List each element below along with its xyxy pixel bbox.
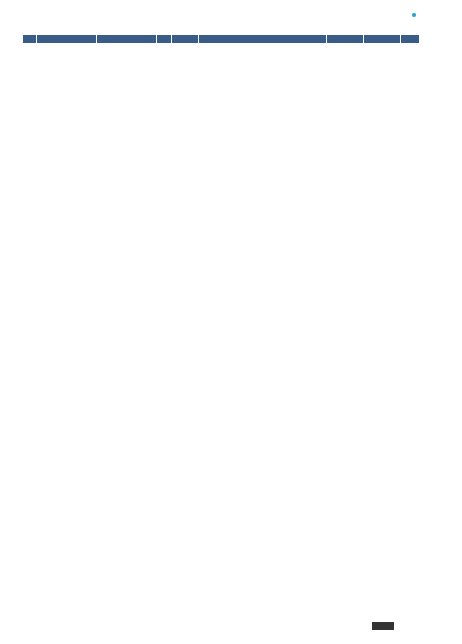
col-page: [401, 35, 420, 44]
page-title: [409, 10, 416, 20]
col-code: [171, 35, 198, 44]
page-header: [0, 0, 420, 34]
col-unit: [37, 35, 97, 44]
col-price: [326, 35, 363, 44]
brand-logo: [372, 622, 394, 630]
reagent-table: [22, 34, 420, 44]
col-name: [198, 35, 326, 44]
title-dot-icon: [412, 13, 416, 17]
col-tax-price: [364, 35, 401, 44]
col-poison: [157, 35, 171, 44]
col-grade: [23, 35, 37, 44]
table-header: [23, 35, 420, 44]
sidebar: [421, 0, 462, 644]
col-experiment: [97, 35, 157, 44]
